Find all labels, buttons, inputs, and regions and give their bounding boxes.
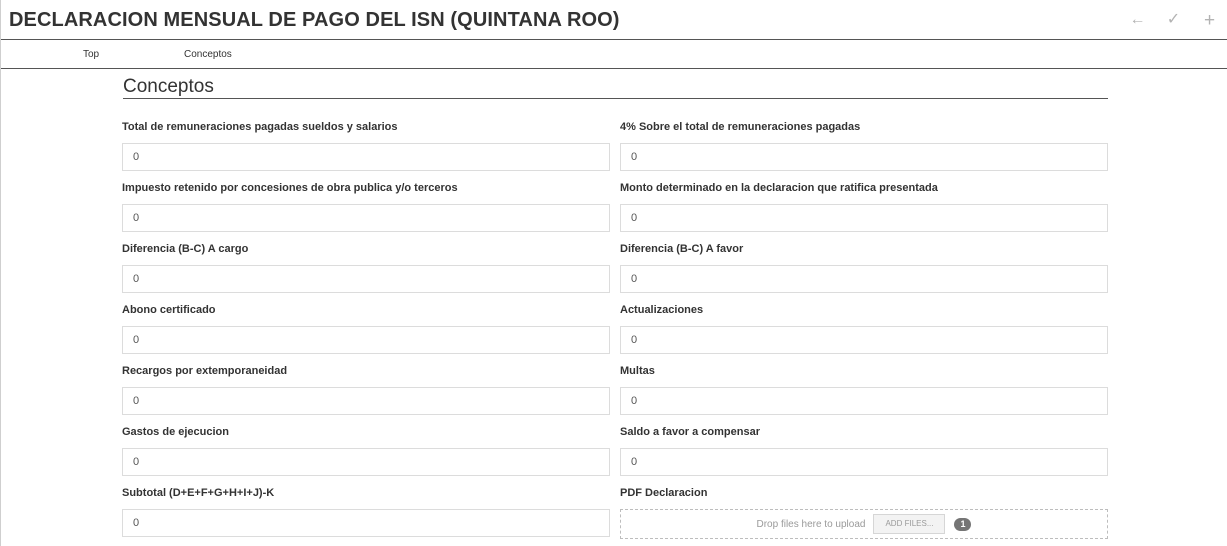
field-label: PDF Declaracion [620, 487, 708, 499]
header-actions [1114, 10, 1222, 30]
field-label: Actualizaciones [620, 304, 704, 316]
file-count-badge: 1 [954, 518, 971, 531]
field-label: Recargos por extemporaneidad [122, 365, 288, 377]
field-recargos [122, 365, 610, 415]
subtotal-input[interactable] [122, 509, 610, 537]
cuatro-porciento-input[interactable] [620, 143, 1108, 171]
field-abono-certificado [122, 304, 610, 354]
diferencia-cargo-input[interactable] [122, 265, 610, 293]
field-label: Multas [620, 365, 655, 377]
field-label: Diferencia (B-C) A cargo [122, 243, 249, 255]
field-label: Monto determinado en la declaracion que ratifica presentada [620, 182, 938, 194]
actualizaciones-input[interactable] [620, 326, 1108, 354]
field-label: Saldo a favor a compensar [620, 426, 760, 438]
arrow-left-icon: ← [1129, 11, 1146, 28]
field-pdf-declaracion [620, 487, 1108, 539]
field-label: Subtotal (D+E+F+G+H+I+J)-K [122, 487, 275, 499]
field-label: Abono certificado [122, 304, 216, 316]
page-title: DECLARACION MENSUAL DE PAGO DEL ISN (QUINTANA ROO) [9, 9, 620, 31]
field-monto-determinado [620, 182, 1108, 232]
field-label: Gastos de ejecucion [122, 426, 229, 438]
field-diferencia-cargo [122, 243, 610, 293]
field-actualizaciones [620, 304, 1108, 354]
abono-certificado-input[interactable] [122, 326, 610, 354]
field-impuesto-retenido [122, 182, 610, 232]
field-label: Impuesto retenido por concesiones de obra publica y/o terceros [122, 182, 458, 194]
field-diferencia-favor [620, 243, 1108, 293]
field-gastos-ejecucion [122, 426, 610, 476]
tab-bar [1, 41, 1227, 69]
back-button[interactable] [1125, 10, 1150, 30]
field-total-remuneraciones [122, 121, 610, 171]
header [1, 0, 1227, 40]
tab-top[interactable]: Top [83, 49, 100, 60]
file-dropzone[interactable] [620, 509, 1108, 539]
total-remuneraciones-input[interactable] [122, 143, 610, 171]
dropzone-text: Drop files here to upload [756, 518, 866, 530]
tab-conceptos[interactable]: Conceptos [184, 49, 232, 60]
section-title: Conceptos [123, 77, 1108, 99]
add-files-button[interactable]: ADD FILES... [873, 514, 945, 534]
monto-determinado-input[interactable] [620, 204, 1108, 232]
gastos-ejecucion-input[interactable] [122, 448, 610, 476]
multas-input[interactable] [620, 387, 1108, 415]
saldo-favor-input[interactable] [620, 448, 1108, 476]
check-icon: ✓ [1166, 11, 1181, 28]
field-label: Total de remuneraciones pagadas sueldos y salarios [122, 121, 398, 133]
field-multas [620, 365, 1108, 415]
field-label: 4% Sobre el total de remuneraciones pagadas [620, 121, 861, 133]
impuesto-retenido-input[interactable] [122, 204, 610, 232]
field-saldo-favor [620, 426, 1108, 476]
field-subtotal [122, 487, 610, 537]
confirm-button[interactable] [1161, 10, 1186, 30]
field-cuatro-porciento [620, 121, 1108, 171]
plus-icon: + [1203, 9, 1216, 31]
field-label: Diferencia (B-C) A favor [620, 243, 744, 255]
diferencia-favor-input[interactable] [620, 265, 1108, 293]
add-button[interactable] [1197, 10, 1222, 30]
recargos-input[interactable] [122, 387, 610, 415]
